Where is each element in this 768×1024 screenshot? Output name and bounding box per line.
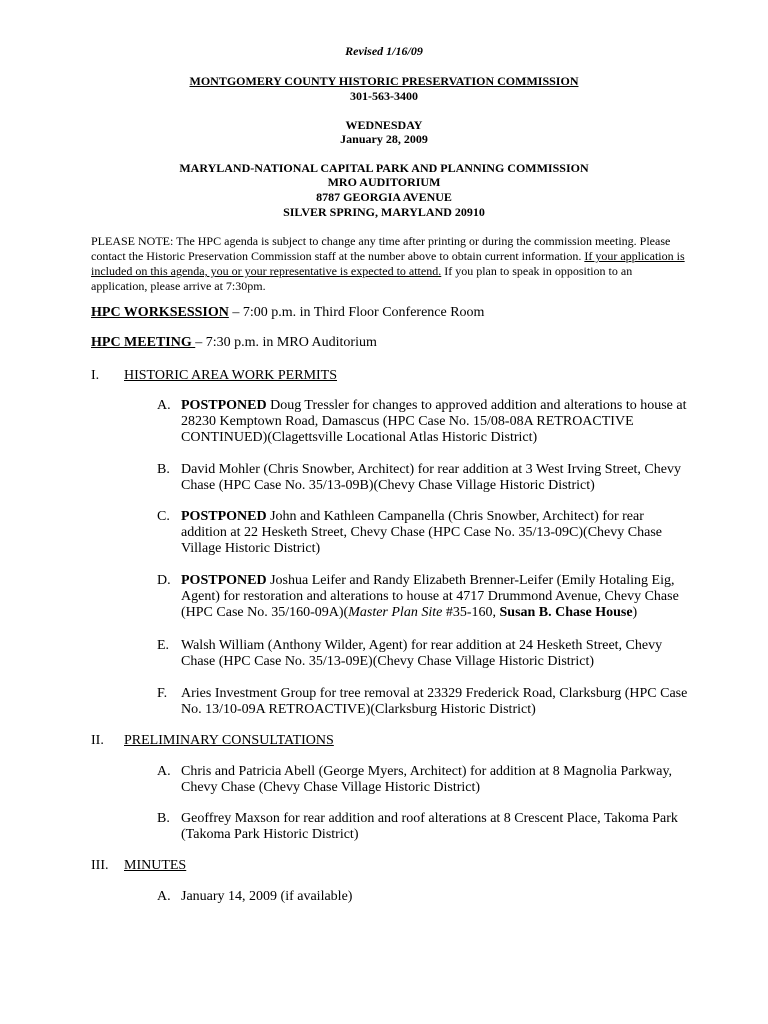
agenda-item: Chris and Patricia Abell (George Myers, Architect) for addition at 8 Magnolia Parkway, Chevy Chase (Chevy Chase Village Historic District)	[181, 764, 673, 795]
postponed-label: POSTPONED	[181, 398, 267, 413]
agenda-item	[181, 573, 691, 621]
item-letter: F.	[157, 686, 168, 701]
meeting-time: – 7:30 p.m. in MRO Auditorium	[195, 335, 377, 350]
meeting-label: HPC MEETING	[91, 335, 196, 350]
section-number: I.	[91, 368, 100, 383]
worksession-time: – 7:00 p.m. in Third Floor Conference Room	[228, 305, 485, 320]
agenda-item: Walsh William (Anthony Wilder, Agent) for rear addition at 24 Hesketh Street, Chevy Chase (HPC Case No. 35/13-09E)(Chevy Chase Village Historic District)	[181, 638, 663, 669]
item-letter: A.	[157, 889, 171, 904]
meeting-date: January 28, 2009	[340, 132, 428, 146]
agenda-item: David Mohler (Chris Snowber, Architect) for rear addition at 3 West Irving Street, Chevy Chase (HPC Case No. 35/13-09B)(Chevy Chase Village Historic District)	[181, 462, 681, 493]
venue-line-2: MRO AUDITORIUM	[327, 175, 441, 189]
section-title: MINUTES	[124, 858, 187, 873]
section-title: HISTORIC AREA WORK PERMITS	[124, 368, 338, 383]
note-attendance-required: If your application is included on this agenda, you or your representative is expected to attend.	[91, 249, 685, 278]
item-letter: C.	[157, 509, 170, 524]
item-description: Joshua Leifer and Randy Elizabeth Brenner-Leifer (Emily Hotaling Eig, Agent) for restoration and alterations to house at 4717 Drummond Avenue, Chevy Chase (HPC Case No. 35/160-09A)(	[181, 573, 679, 620]
item-description: John and Kathleen Campanella (Chris Snowber, Architect) for rear addition at 22 Hesketh Street, Chevy Chase (HPC Case No. 35/13-09C)(Chevy Chase Village Historic District)	[181, 509, 662, 556]
agenda-item: Aries Investment Group for tree removal at 23329 Frederick Road, Clarksburg (HPC Case No. 13/10-09A RETROACTIVE)(Clarksburg Historic District)	[181, 686, 688, 717]
agenda-item	[181, 398, 691, 446]
commission-title: MONTGOMERY COUNTY HISTORIC PRESERVATION COMMISSION	[189, 74, 579, 88]
item-letter: E.	[157, 638, 170, 653]
commission-phone: 301-563-3400	[350, 89, 418, 103]
worksession-line	[91, 304, 484, 321]
site-number: #35-160,	[442, 605, 500, 620]
note-text-2: If you plan to speak in opposition to an application, please arrive at 7:30pm.	[91, 264, 633, 293]
section-number: II.	[91, 733, 104, 748]
agenda-item: Geoffrey Maxson for rear addition and roof alterations at 8 Crescent Place, Takoma Park (Takoma Park Historic District)	[181, 811, 678, 842]
venue-line-4: SILVER SPRING, MARYLAND 20910	[283, 205, 485, 219]
revised-date: Revised 1/16/09	[345, 44, 423, 58]
item-letter: B.	[157, 811, 170, 826]
postponed-label: POSTPONED	[181, 573, 267, 588]
master-plan-site-label: Master Plan Site	[348, 605, 443, 620]
agenda-item: January 14, 2009 (if available)	[181, 889, 353, 904]
item-letter: B.	[157, 462, 170, 477]
note-text-1: PLEASE NOTE: The HPC agenda is subject to change any time after printing or during the commission meeting. Please contact the Historic Preservation Commission staff at the number above to obtain current information.	[91, 234, 671, 263]
section-title: PRELIMINARY CONSULTATIONS	[124, 733, 334, 748]
please-note	[91, 234, 691, 294]
section-number: III.	[91, 858, 109, 873]
item-letter: A.	[157, 398, 171, 413]
agenda-item	[181, 509, 691, 557]
item-description: Doug Tressler for changes to approved addition and alterations to house at 28230 Kemptown Road, Damascus (HPC Case No. 15/08-08A RETROACTIVE CONTINUED)(Clagettsville Locational Atlas Historic District)	[181, 398, 687, 445]
meeting-day: WEDNESDAY	[345, 118, 423, 132]
closing-paren: )	[632, 605, 638, 620]
postponed-label: POSTPONED	[181, 509, 267, 524]
meeting-line	[91, 334, 377, 351]
venue-line-1: MARYLAND-NATIONAL CAPITAL PARK AND PLANNING COMMISSION	[179, 161, 589, 175]
site-name: Susan B. Chase House	[499, 605, 633, 620]
venue-line-3: 8787 GEORGIA AVENUE	[316, 190, 452, 204]
worksession-label: HPC WORKSESSION	[91, 305, 229, 320]
item-letter: A.	[157, 764, 171, 779]
item-letter: D.	[157, 573, 171, 588]
